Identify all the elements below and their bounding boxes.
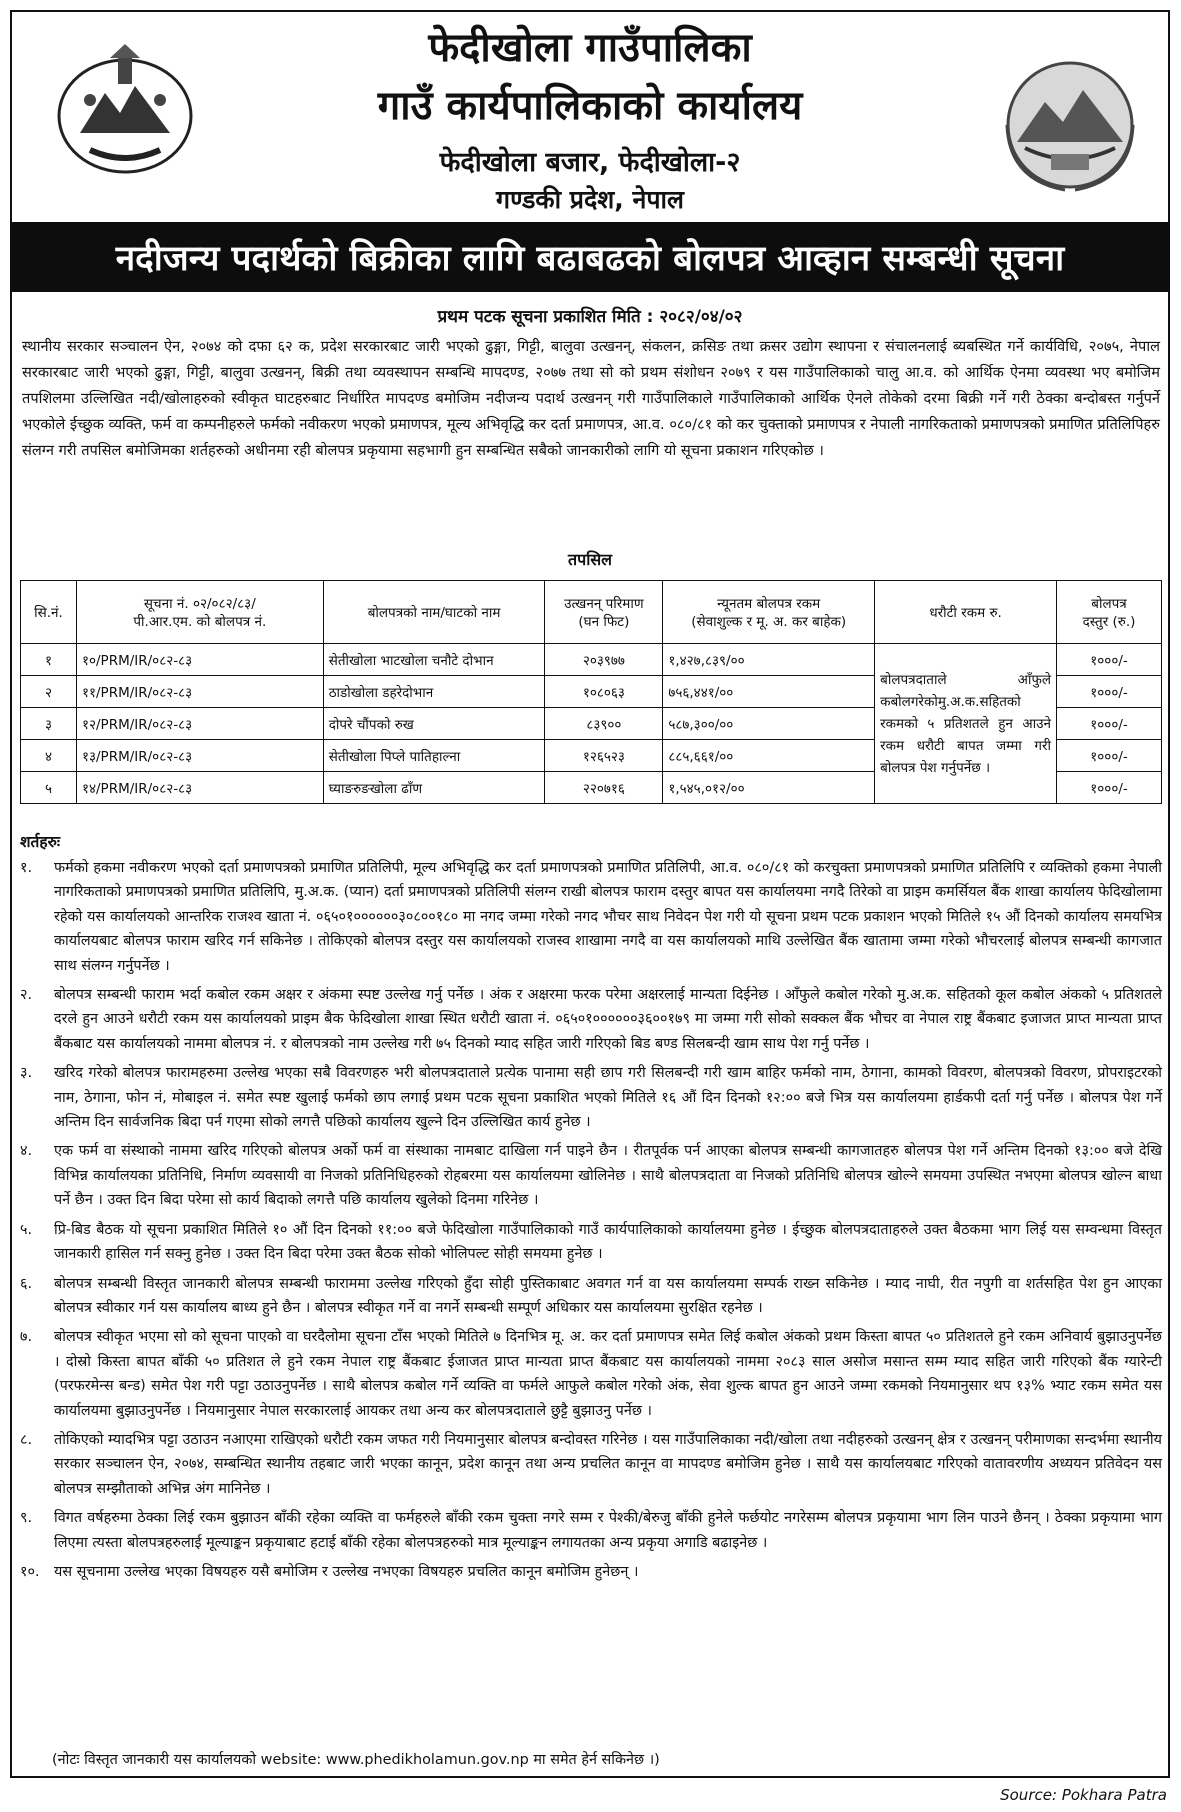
condition-text: बोलपत्र स्वीकृत भएमा सो को सूचना पाएको वा घरदैलोमा सूचना टाँस भएको मितिले ७ दिनभित्र मू. अ. कर दर्ता प्रमाणपत्र समेत लिई कबोल अंकको प्रथम किस्ता बापत ५० प्रतिशतले हुने रकम अनिवार्य बुझाउनुपर्नेछ । दोस्रो किस्ता बापत बाँकी ५० प्रतिशत ले हुने रकम नेपाल राष्ट्र बैंकबाट ईजाजत प्राप्त मान्यता प्राप्त बैंकबाट यस कार्यालयको नाममा २०८३ साल असोज मसान्त सम्म म्याद सहित जारी गरिएको बैंक ग्यारेन्टी (परफरमेन्स बन्ड) समेत पेश गरी पट्टा उठाउनुपर्नेछ । साथै बोलपत्र कबोल गर्ने व्यक्ति वा फर्मले आफुले कबोल गरेको अंक, सेवा शुल्क बापत हुन आउने जम्मा रकमको नियमानुसार थप १३% भ्याट रकम समेत यस कार्यालयमा बुझाउनुपर्नेछ । नियमानुसार नेपाल सरकारलाई आयकर तथा अन्य कर बोलपत्रदाताले छुट्टै बुझाउनु पर्नेछ । (54, 1329, 1162, 1419)
cell-name: दोपरे चौंपको रुख (323, 708, 545, 740)
notice-header (10, 10, 1170, 222)
office-name: गाउँ कार्यपालिकाको कार्यालय (377, 83, 803, 129)
col-name-header: बोलपत्रको नाम/घाटको नाम (323, 581, 545, 644)
cell-min-amount: ७५६,४४१/०० (663, 676, 875, 708)
office-address: फेदीखोला बजार, फेदीखोला-२ (439, 147, 741, 178)
cell-deposit-text: बोलपत्रदाताले आँफुले कबोलगरेकोमु.अ.क.सहितको रकमको ५ प्रतिशतले हुन आउने रकम धरौटी बापत जम्मा गरी बोलपत्र पेश गर्नुपर्नेछ । (875, 644, 1057, 804)
conditions-heading: शर्तहरुः (20, 833, 61, 851)
condition-text: विगत वर्षहरुमा ठेक्का लिई रकम बुझाउन बाँकी रहेका व्यक्ति वा फर्महरुले बाँकी रकम चुक्ता नगरे सम्म र पेश्की/बेरुजु बाँकी हुनेले फर्छयोट नगरेसम्म बोलपत्र प्रकृयामा भाग लिन पाउने छैनन् । ठेक्का प्रकृयामा भाग लिएमा त्यस्ता बोलपत्रहरुलाई मूल्याङ्कन प्रकृयाबाट हटाई बाँकी रहेका बोलपत्रहरुको मात्र मूल्याङ्कन लगायतका अन्य प्रकृया अगाडि बढाइनेछ । (54, 1510, 1162, 1551)
condition-number: ४. (20, 1143, 33, 1160)
cell-min-amount: १,५४५,०१२/०० (663, 772, 875, 804)
condition-item (20, 1325, 1162, 1423)
condition-text: बोलपत्र सम्बन्धी फाराम भर्दा कबोल रकम अक्षर र अंकमा स्पष्ट उल्लेख गर्नु पर्नेछ । अंक र अक्षरमा फरक परेमा अक्षरलाई मान्यता दिईनेछ । आँफुले कबोल गरेको मु.अ.क. सहितको कूल कबोल अंकको ५ प्रतिशतले दरले हुन आउने धरौटी रकम यस कार्यालयको प्राइम बैक फेदिखोला शाखा स्थित धरौटी खाता नं. ०६५०१००००००३६००१७९ मा जम्मा गरी सोको सक्कल बैंक भौचर वा नेपाल राष्ट्र बैंकबाट इजाजत प्राप्त मान्यता प्राप्त बैंकबाट यस कार्यालयको नाममा बोलपत्र नं. र बोलपत्रको नाम उल्लेख गरी ७५ दिनको म्याद सहित जारी गरिएको बिड बण्ड सिलबन्दी खाम साथ पेश गर्नु पर्नेछ । (54, 987, 1162, 1052)
municipality-logo-icon (995, 50, 1145, 200)
col-min-line2: (सेवाशुल्क र मू. अ. कर बाहेक) (691, 614, 847, 630)
nepal-emblem-icon (50, 38, 200, 188)
condition-number: ३. (20, 1065, 33, 1082)
condition-text: तोकिएको म्यादभित्र पट्टा उठाउन नआएमा राखिएको धरौटी रकम जफत गरी नियमानुसार बोलपत्र बन्दोवस्त गरिनेछ । यस गाउँपालिकाका नदी/खोला तथा नदीहरुको उत्खनन् क्षेत्र र उत्खनन् परीमाणका सन्दर्भमा स्थानीय सरकार सञ्चालन ऐन, २०७४, सम्बन्धित स्थानीय तहबाट जारी भएका कानून, प्रदेश कानून तथा अन्य प्रचलित कानून वा मापदण्ड बमोजिम हुनेछ । साथै यस कार्यालयबाट गरिएको वातावरणीय अध्ययन प्रतिवेदन यस बोलपत्र सम्झौताको अभिन्न अंग मानिनेछ । (54, 1431, 1162, 1497)
condition-text: प्रि-बिड बैठक यो सूचना प्रकाशित मितिले १० औं दिन दिनको ११:०० बजे फेदिखोला गाउँपालिकाको गाउँ कार्यपालिकाको कार्यालयमा हुनेछ । ईच्छुक बोलपत्रदाताहरुले उक्त बैठकमा भाग लिई यस सम्वन्धमा विस्तृत जानकारी हासिल गर्न सक्नु हुनेछ । उक्त दिन बिदा परेमा उक्त बैठक सोको भोलिपल्ट सोही समयमा हुनेछ । (54, 1221, 1162, 1263)
condition-text: खरिद गरेको बोलपत्र फारामहरुमा उल्लेख भएका सबै विवरणहरु भरी बोलपत्रदाताले प्रत्येक पानामा सही छाप गरी सिलबन्दी गरी खाम बाहिर फर्मको नाम, ठेगाना, कामको विवरण, बोलपत्रको विवरण, प्रोपराइटरको नाम, ठेगाना, फोन नं, मोबाइल नं. समेत स्पष्ट खुलाई फर्मको छाप लगाई प्रथम पटक सूचना प्रकाशित भएको मितिले १६ औं दिन दिनको १२:०० बजे भित्र यस कार्यालयमा हार्डकपी दर्ता गर्नु पर्नेछ । बोलपत्र पेश गर्ने अन्तिम दिन सार्वजनिक बिदा पर्न गएमा सोको लगत्तै पछिको कार्यालय खुल्ने दिन उल्लिखित कार्य हुनेछ । (54, 1065, 1162, 1131)
condition-number: ७. (20, 1329, 33, 1346)
col-min-line1: न्यूनतम बोलपत्र रकम (717, 596, 821, 612)
cell-sn: ५ (21, 772, 77, 804)
condition-item (20, 856, 1162, 978)
cell-qty: २२०७१६ (545, 772, 663, 804)
cell-fee: १०००/- (1057, 676, 1162, 708)
province-name: गण्डकी प्रदेश, नेपाल (496, 185, 684, 214)
source-credit: Source: Pokhara Patra (1000, 1786, 1167, 1804)
condition-number: २. (20, 987, 33, 1004)
cell-qty: ८३९०० (545, 708, 663, 740)
condition-item (20, 1272, 1162, 1321)
col-fee-line1: बोलपत्र (1091, 596, 1127, 612)
cell-fee: १०००/- (1057, 708, 1162, 740)
condition-number: ५. (20, 1221, 33, 1238)
cell-min-amount: ५८७,३००/०० (663, 708, 875, 740)
col-fee-line2: दस्तुर (रु.) (1082, 614, 1136, 630)
cell-qty: २०३९७७ (545, 644, 663, 676)
col-min-amount-header (663, 581, 875, 644)
cell-min-amount: १,४२७,८३९/०० (663, 644, 875, 676)
condition-item (20, 983, 1162, 1056)
condition-text: बोलपत्र सम्बन्धी विस्तृत जानकारी बोलपत्र सम्बन्धी फाराममा उल्लेख गरिएको हुँदा सोही पुस्तिकाबाट अवगत गर्न वा यस कार्यालयमा सम्पर्क राख्न सकिनेछ । म्याद नाघी, रीत नपुगी वा शर्तसहित पेश हुन आएका बोलपत्र स्वीकार गर्न यस कार्यालय बाध्य हुने छैन । बोलपत्र स्वीकृत गर्ने वा नगर्ने सम्बन्धी सम्पूर्ण अधिकार यस कार्यालयमा सुरक्षित रहनेछ । (54, 1275, 1162, 1316)
col-qty-line2: (घन फिट) (578, 614, 630, 630)
cell-name: सेतीखोला भाटखोला चनौटे दोभान (323, 644, 545, 676)
website-note: (नोटः विस्तृत जानकारी यस कार्यालयको website: www.phedikholamun.gov.np मा समेत हेर्न सकिनेछ ।) (52, 1752, 660, 1768)
cell-fee: १०००/- (1057, 740, 1162, 772)
condition-number: ९. (20, 1510, 33, 1527)
table-row (21, 644, 1162, 676)
condition-text: यस सूचनामा उल्लेख भएका विषयहरु यसै बमोजिम र उल्लेख नभएका विषयहरु प्रचलित कानून बमोजिम हुनेछन् । (54, 1563, 639, 1580)
condition-number: ६. (20, 1275, 33, 1292)
cell-notice-no: १२/PRM/IR/०८२-८३ (76, 708, 323, 740)
col-notice-no-line1: सूचना नं. ०२/०८२/८३/ (143, 596, 256, 612)
conditions-list (20, 856, 1162, 1589)
cell-min-amount: ८८५,६६१/०० (663, 740, 875, 772)
cell-name: ठाडोखोला डहरेदोभान (323, 676, 545, 708)
cell-qty: १२६५२३ (545, 740, 663, 772)
condition-number: १. (20, 860, 33, 876)
cell-name: सेतीखोला पिप्ले पातिहाल्ना (323, 740, 545, 772)
municipality-name: फेदीखोला गाउँपालिका (428, 25, 752, 71)
col-notice-no-header (76, 581, 323, 644)
cell-fee: १०००/- (1057, 644, 1162, 676)
schedule-heading: तपसिल (567, 550, 613, 569)
condition-item (20, 1560, 1162, 1584)
publication-date: प्रथम पटक सूचना प्रकाशित मिति : २०८२/०४/०२ (437, 307, 743, 327)
table-header-row (21, 581, 1162, 644)
col-fee-header (1057, 581, 1162, 644)
col-sn-header: सि.नं. (21, 581, 77, 644)
col-deposit-header: धरौटी रकम रु. (875, 581, 1057, 644)
cell-sn: ३ (21, 708, 77, 740)
condition-item (20, 1218, 1162, 1267)
condition-item (20, 1139, 1162, 1212)
condition-item (20, 1506, 1162, 1555)
cell-sn: ४ (21, 740, 77, 772)
cell-notice-no: ११/PRM/IR/०८२-८३ (76, 676, 323, 708)
intro-paragraph: स्थानीय सरकार सञ्चालन ऐन, २०७४ को दफा ६२ क, प्रदेश सरकारबाट जारी भएको ढुङ्गा, गिट्टी, बालुवा उत्खनन्, संकलन, क्रसिङ तथा क्रसर उद्योग स्थापना र संचालनलाई ब्यबस्थित गर्ने कार्यविधि, २०७५, नेपाल सरकारबाट जारी भएको ढुङ्गा, गिट्टी, बालुवा उत्खनन्, बिक्री तथा व्यवस्थापन सम्बन्धि मापदण्ड, २०७७ तथा सो को प्रथम संशोधन २०७९ र यस गाउँपालिकाको चालु आ.व. को आर्थिक ऐनमा व्यवस्था भए बमोजिम तपशिलमा उल्लिखित नदी/खोलाहरुको स्वीकृत घाटहरुबाट निर्धारित मापदण्ड बमोजिम नदीजन्य पदार्थ उत्खनन् गरी गाउँपालिकाले गाउँपालिकाको आर्थिक ऐनले तोकेको दरमा बिक्री गर्ने गरी ठेक्का बन्दोबस्त गर्नुपर्ने भएकोले ईच्छुक व्यक्ति, फर्म वा कम्पनीहरुले फर्मको नवीकरण भएको प्रमाणपत्र, मूल्य अभिवृद्धि कर दर्ता प्रमाणपत्र, आ.व. ०८०/८१ को कर चुक्ताको प्रमाणपत्र र नेपाली नागरिकताको प्रमाणपत्रको प्रमाणित प्रतिलिपिहरु संलग्न गरी तपसिल बमोजिमका शर्तहरुको अधीनमा रही बोलपत्र प्रकृयामा सहभागी हुन सम्बन्धित सबैको जानकारीको लागि यो सूचना प्रकाशन गरिएकोछ । (22, 338, 1160, 459)
condition-number: ८. (20, 1431, 33, 1448)
tender-table (20, 580, 1162, 804)
col-qty-line1: उत्खनन् परिमाण (564, 596, 644, 612)
cell-fee: १०००/- (1057, 772, 1162, 804)
col-notice-no-line2: पी.आर.एम. को बोलपत्र नं. (133, 614, 267, 630)
condition-text: फर्मको हकमा नवीकरण भएको दर्ता प्रमाणपत्रको प्रमाणित प्रतिलिपी, मूल्य अभिवृद्धि कर दर्ता प्रमाणपत्रको प्रमाणित प्रतिलिपी, आ.व. ०८०/८१ को करचुक्ता प्रमाणपत्रको प्रमाणित प्रतिलिपि र व्यक्तिको हकमा नेपाली नागरिकताको प्रमाणपत्रको प्रमाणित प्रतिलिपि, मु.अ.क. (प्यान) दर्ता प्रमाणपत्रको प्रतिलिपी संलग्न राखी बोलपत्र फाराम दस्तुर बापत यस कार्यालयमा नगदै तिरेको वा प्राइम कमर्सियल बैंक शाखा कार्यालय फेदिखोलामा रहेको यस कार्यालयको आन्तरिक राजश्व खाता नं. ०६५०१००००००३०८००१८० मा नगद जम्मा गरेको नगद भौचर साथ निवेदन पेश गरी यो सूचना प्रथम पटक प्रकाशन भएको मितिले १५ औं दिनको कार्यालय समयभित्र कार्यालयबाट बोलपत्र फाराम खरिद गर्न सकिनेछ । तोकिएको बोलपत्र दस्तुर यस कार्यालयको राजस्व शाखामा नगदै वा यस कार्यालयको माथि उल्लेखित बैंक खातामा जम्मा गरेको भौचरलाई बोलपत्र सम्बन्धी कागजात साथ संलग्न गर्नुपर्नेछ । (54, 860, 1162, 974)
cell-sn: २ (21, 676, 77, 708)
cell-notice-no: १४/PRM/IR/०८२-८३ (76, 772, 323, 804)
cell-qty: १०८०६३ (545, 676, 663, 708)
condition-number: १०. (20, 1563, 40, 1580)
condition-item (20, 1428, 1162, 1501)
cell-notice-no: १३/PRM/IR/०८२-८३ (76, 740, 323, 772)
condition-item (20, 1061, 1162, 1134)
cell-name: घ्याङरुङखोला ढाँण (323, 772, 545, 804)
cell-notice-no: १०/PRM/IR/०८२-८३ (76, 644, 323, 676)
cell-sn: १ (21, 644, 77, 676)
notice-title-banner: नदीजन्य पदार्थको बिक्रीका लागि बढाबढको बोलपत्र आव्हान सम्बन्धी सूचना (10, 222, 1170, 292)
col-qty-header (545, 581, 663, 644)
condition-text: एक फर्म वा संस्थाको नाममा खरिद गरिएको बोलपत्र अर्को फर्म वा संस्थाका नामबाट दाखिला गर्न पाइने छैन । रीतपूर्वक पर्न आएका बोलपत्र सम्बन्धी कागजातहरु बोलपत्र पेश गर्ने अन्तिम दिनको १३:०० बजे देखि विभिन्न कार्यालयका प्रतिनिधि, निर्माण व्यवसायी वा निजको प्रतिनिधिहरुको रोहबरमा यस कार्यालयमा खोलिनेछ । साथै बोलपत्रदाता वा निजको प्रतिनिधि बोलपत्र खोल्ने समयमा उपस्थित नभएमा बोलपत्र खोल्न बाधा पर्ने छैन । उक्त दिन बिदा परेमा सो कार्य बिदाको लगत्तै पछि कार्यालय खुलेको दिनमा गरिनेछ । (54, 1143, 1162, 1209)
